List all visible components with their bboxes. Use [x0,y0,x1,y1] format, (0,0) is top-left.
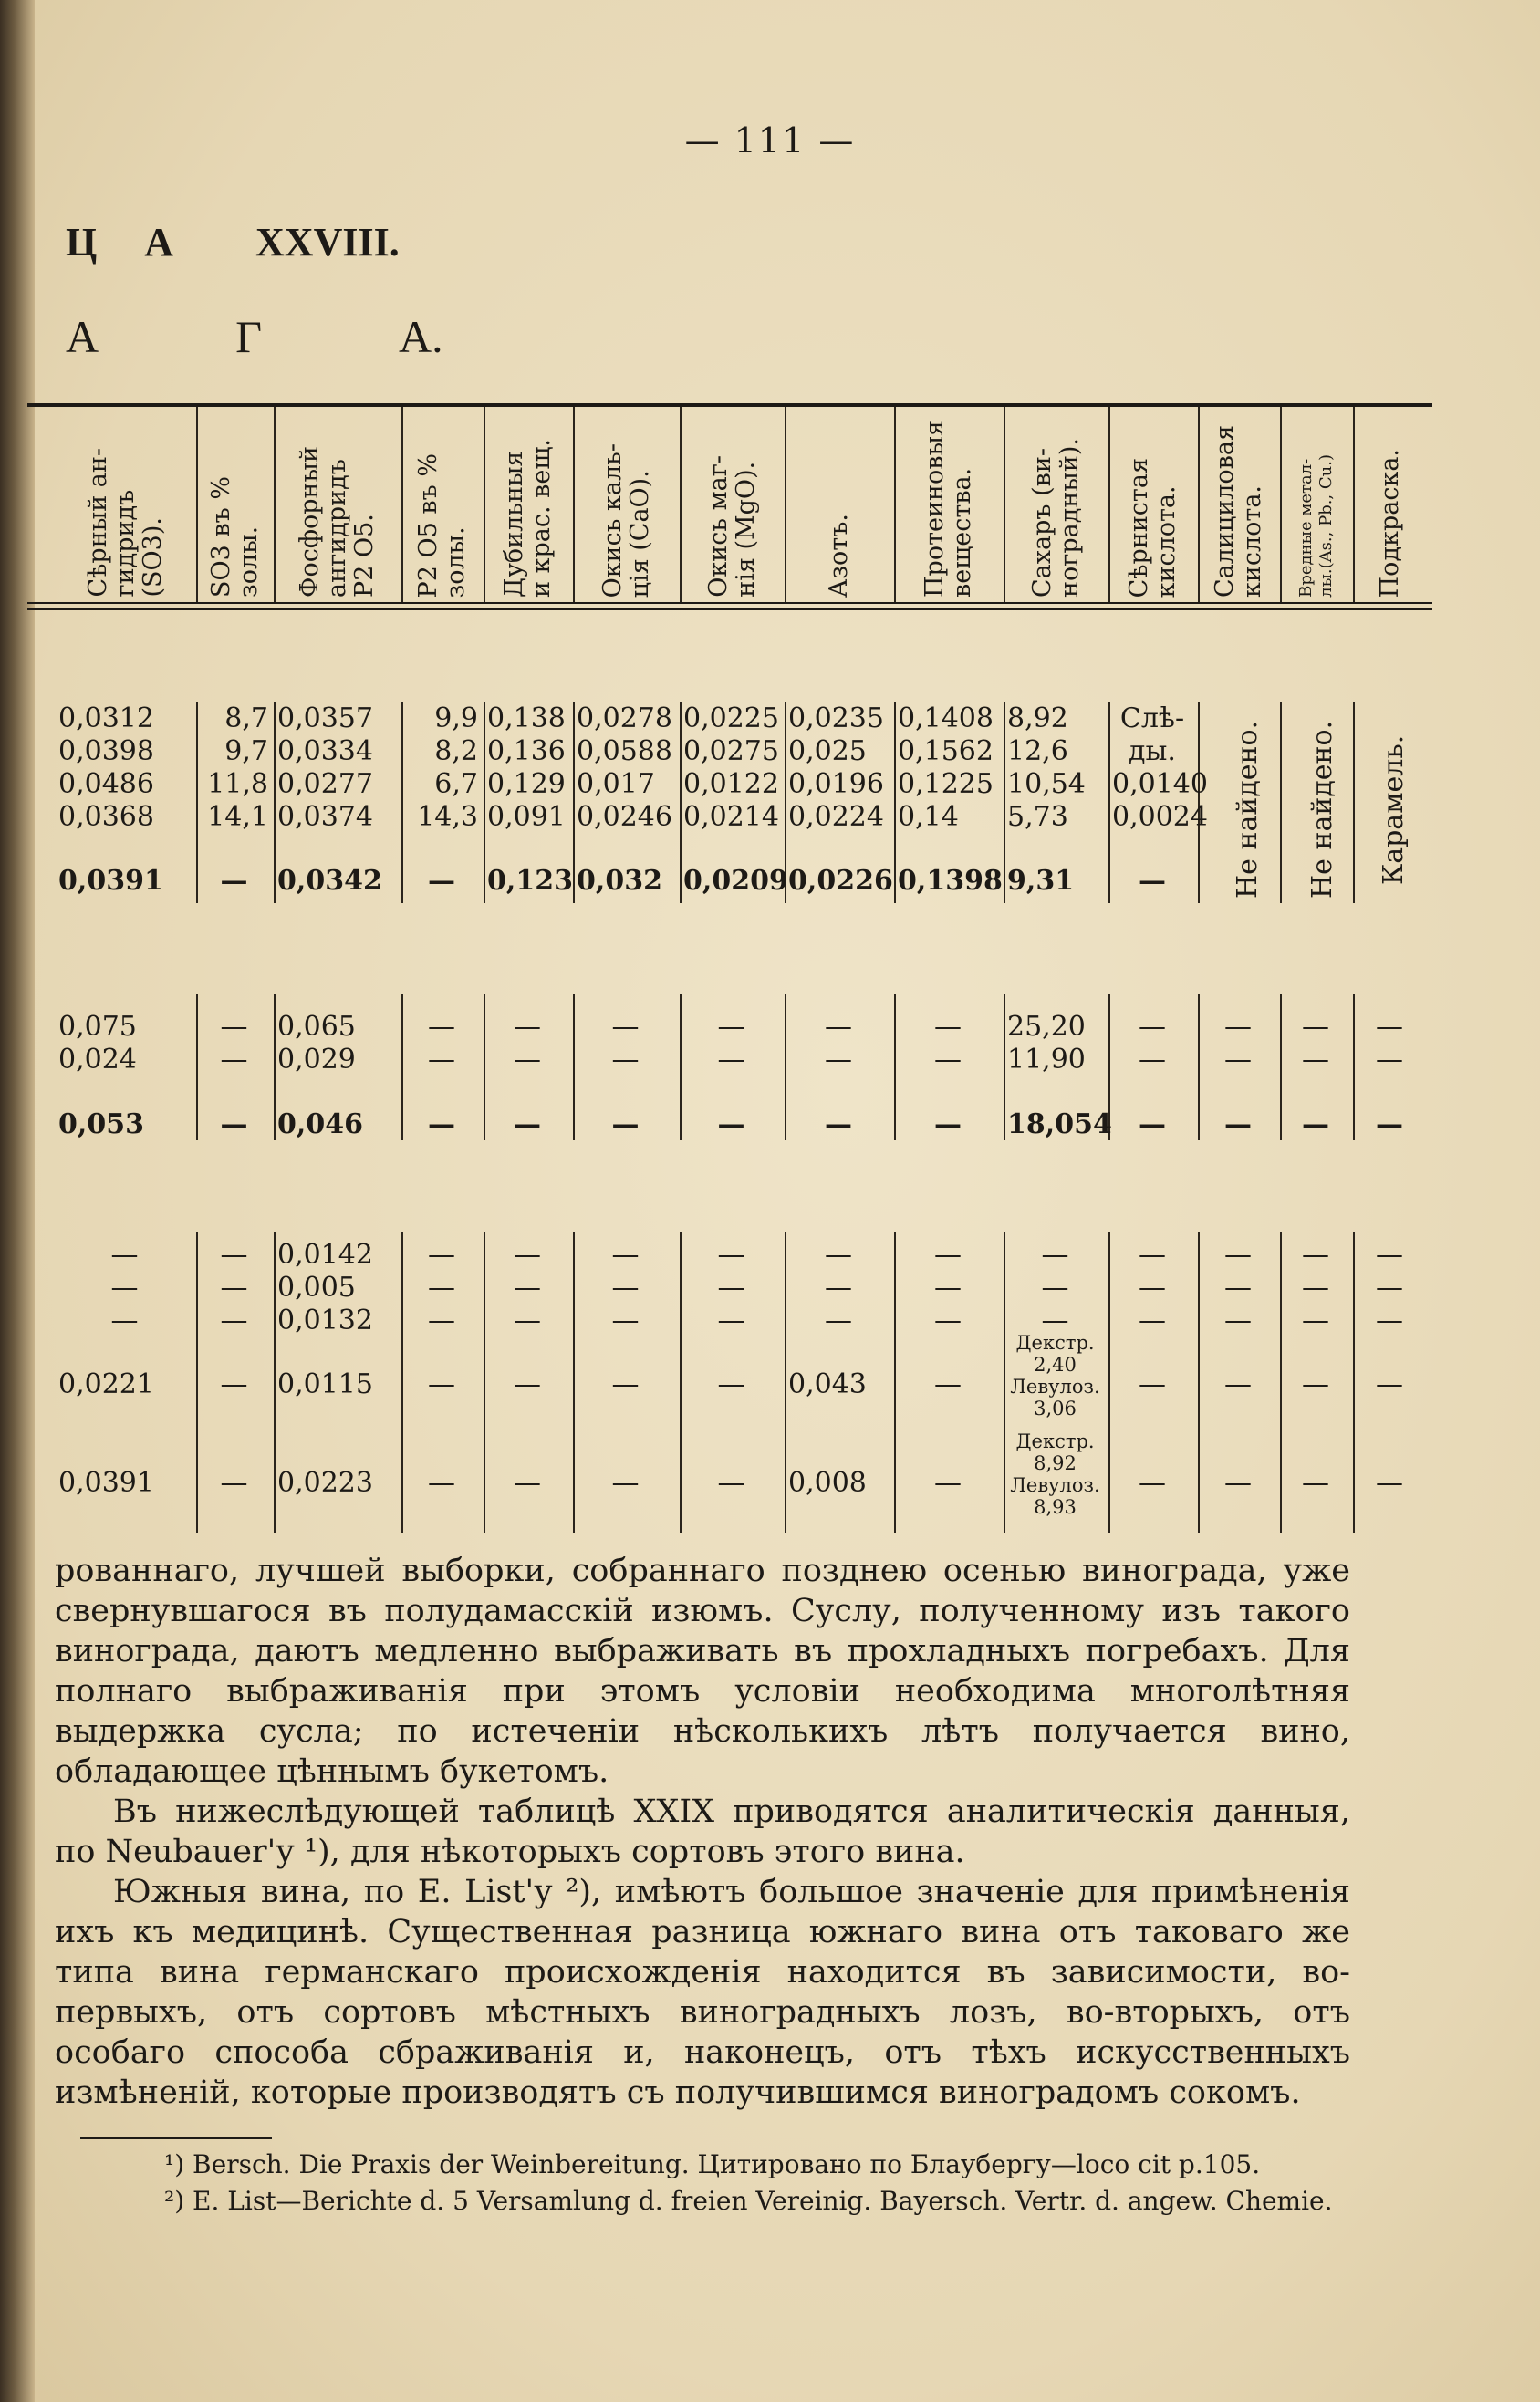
table-cell: 0,0486 [58,768,154,800]
table-cell: 0,0246 [577,801,672,833]
table-cell: 0,005 [277,1272,356,1304]
table-cell: — [1224,1272,1252,1304]
table-cell: 11,8 [207,768,268,800]
table-cell: 12,6 [1007,735,1068,767]
table-cell: — [717,1272,745,1304]
table-cell: — [611,1108,640,1140]
table-cell: — [1139,1011,1166,1043]
caption-fragment: Ц [66,220,98,265]
header-bottom-rule [27,608,1432,610]
table-cell: 0,0132 [277,1305,373,1336]
table-cell: 0,0224 [788,801,884,833]
column-header [196,406,274,598]
column-rule [680,1232,682,1533]
column-header-label: Сѣрнистая кислота. [1125,457,1181,598]
column-rule [1353,994,1355,1140]
table-cell: — [514,1272,541,1304]
table-cell: 0,008 [788,1467,867,1499]
caption-fragment: А. [399,311,443,362]
table-cell: — [825,1108,852,1140]
column-rule [894,1232,896,1533]
table-cell: 9,31 [1007,865,1075,897]
table-cell: 8,2 [434,735,478,767]
column-header [401,406,484,598]
column-rule [1280,702,1282,903]
column-rule [1353,702,1355,903]
table-cell: 0,14 [898,801,959,833]
table-cell: — [1224,1011,1252,1043]
table-cell: 0,0391 [58,865,163,897]
column-rule [894,702,896,903]
column-header-label: Салициловая кислота. [1211,425,1266,598]
table-cell: — [220,865,248,897]
table-cell: — [1139,1044,1166,1076]
column-header-label: P2 O5 въ % золы. [414,452,470,598]
column-rule [274,994,276,1140]
column-header-label: Сахаръ (ви- ноградный). [1027,438,1084,598]
column-rule [1198,1232,1200,1533]
table-cell: Декстр. 2,40 Левулоз. 3,06 [1010,1332,1100,1419]
table-cell: — [934,1239,962,1271]
table-cell: 0,1398 [898,865,1003,897]
column-header [484,406,573,598]
table-cell: 0,0374 [277,801,373,833]
column-rule [1353,1232,1355,1533]
table-cell: — [1224,1305,1252,1336]
coloring-note: Карамель. [1378,734,1410,885]
column-rule [274,1232,276,1533]
table-cell: — [514,1239,541,1271]
table-cell: 0,0122 [683,768,779,800]
table-cell: — [1139,1239,1166,1271]
column-rule [1108,702,1110,903]
table-cell: — [717,1044,745,1076]
table-cell: — [1302,1044,1329,1076]
table-cell: — [220,1108,248,1140]
column-header [1004,406,1108,598]
column-rule [1004,702,1005,903]
binding-edge [0,0,35,2402]
table-cell: 0,065 [277,1011,356,1043]
table-cell: — [514,1011,541,1043]
column-rule [785,994,786,1140]
column-rule [274,702,276,903]
table-cell: — [934,1108,962,1140]
table-cell: — [717,1239,745,1271]
table-cell: — [1302,1108,1329,1140]
column-header-label: Фосфорный ангидридъ P2 O5. [296,446,379,598]
table-cell: 0,029 [277,1044,356,1076]
column-rule [785,1232,786,1533]
table-cell: — [1302,1368,1329,1400]
table-cell: 0,0196 [788,768,884,800]
column-header [785,406,894,598]
table-cell: — [1224,1108,1252,1140]
table-cell: 0,123 [487,865,573,897]
table-cell: — [514,1305,541,1336]
column-header [1280,406,1353,598]
table-cell: — [1139,865,1166,897]
caption-fragment: А [66,311,99,362]
table-cell: — [611,1467,640,1499]
table-cell: — [110,1239,139,1271]
table-cell: — [1376,1108,1403,1140]
table-cell: — [717,1368,745,1400]
table-cell: 0,0398 [58,735,154,767]
column-header-label: Азотъ. [825,513,853,598]
table-cell: — [934,1044,962,1076]
table-cell: 8,92 [1007,702,1068,734]
table-cell: 0,0275 [683,735,779,767]
column-header-label: Протеиновыя вещества. [921,421,976,598]
table-cell: — [717,1011,745,1043]
column-rule [1004,994,1005,1140]
table-cell: — [1302,1011,1329,1043]
table-cell: — [428,1239,455,1271]
table-cell: 0,0024 [1112,801,1208,833]
table-cell: — [220,1368,248,1400]
table-cell: 0,0209 [683,865,788,897]
table-cell: 0,1225 [898,768,994,800]
table-cell: 0,0334 [277,735,373,767]
table-cell: — [1376,1239,1403,1271]
column-header-label: Дубильныя и крас. вещ. [500,439,556,598]
table-cell: — [934,1272,962,1304]
table-cell: — [611,1239,640,1271]
table-cell: 0,053 [58,1108,144,1140]
table-cell: — [717,1108,745,1140]
table-cell: 9,9 [434,702,478,734]
table-cell: 0,0226 [788,865,893,897]
table-cell: 0,0223 [277,1467,373,1499]
table-cell: — [428,1467,455,1499]
table-cell: 0,0277 [277,768,373,800]
caption-fragment: А [144,220,174,265]
table-cell: 0,136 [487,735,566,767]
column-header [1353,406,1428,598]
table-cell: 0,0115 [277,1368,373,1400]
column-header [274,406,401,598]
caption-fragment: Г [235,311,263,362]
table-cell: 0,0225 [683,702,779,734]
table-cell: — [220,1011,248,1043]
table-cell: — [514,1467,541,1499]
salicylic-note: Не найдено. [1232,720,1264,899]
column-rule [1280,1232,1282,1533]
column-rule [573,702,575,903]
table-cell: 0,0312 [58,702,154,734]
table-cell: — [428,1108,455,1140]
column-header [894,406,1004,598]
table-cell: 0,043 [788,1368,867,1400]
column-header [573,406,680,598]
column-rule [401,994,403,1140]
table-cell: — [1041,1272,1069,1304]
column-header [1198,406,1280,598]
column-header-label: Вредные метал- лы.(As., Pb., Cu.) [1296,454,1336,598]
table-cell: — [1302,1272,1329,1304]
column-rule [484,1232,485,1533]
table-cell: — [1139,1272,1166,1304]
table-cell: — [825,1305,852,1336]
paragraph: Южныя вина, по E. List'у ²), имѣютъ большое значеніе для примѣненія ихъ къ медицинѣ. Существенная разница южнаго вина отъ таковаго же типа вина германскаго происхожденія находится въ зависимости, во-первыхъ, отъ сортовъ мѣстныхъ виноградныхъ лозъ, во-вторыхъ, отъ особаго способа сбраживанія и, наконецъ, отъ тѣхъ искусственныхъ измѣненій, которые производятъ съ получившимся виноградомъ сокомъ. [55,1874,1350,2111]
table-cell: 0,138 [487,702,566,734]
footnote: ²) E. List—Berichte d. 5 Versamlung d. freien Vereinig. Bayersch. Vertr. d. angew. Chemie. [164,2186,1333,2216]
table-cell: — [1224,1368,1252,1400]
table-cell: 0,0235 [788,702,884,734]
column-header-label: Подкраска. [1376,448,1404,598]
column-header [1108,406,1198,598]
table-cell: 14,1 [207,801,268,833]
column-rule [196,994,198,1140]
table-cell: 5,73 [1007,801,1068,833]
table-cell: — [825,1272,852,1304]
table-cell: 0,025 [788,735,867,767]
table-cell: — [1376,1467,1403,1499]
table-cell: — [1302,1467,1329,1499]
table-cell: 0,0214 [683,801,779,833]
table-cell: — [428,1044,455,1076]
table-cell: 8,7 [224,702,268,734]
table-cell: 9,7 [224,735,268,767]
table-cell: 0,1408 [898,702,994,734]
table-cell: 0,0278 [577,702,672,734]
table-cell: — [514,1044,541,1076]
table-cell: — [220,1305,248,1336]
table-cell: — [1139,1305,1166,1336]
table-caption-line2 [66,310,580,363]
table-cell: — [1041,1239,1069,1271]
table-cell: — [825,1044,852,1076]
paragraph: рованнаго, лучшей выборки, собраннаго позднею осенью винограда, уже свернувшагося въ полудамасскій изюмъ. Суслу, полученному изъ такого винограда, даютъ медленно выбраживать въ прохладныхъ погребахъ. Для полнаго выбраживанія при этомъ условіи необходима многолѣтняя выдержка сусла; по истеченіи нѣсколькихъ лѣтъ получается вино, обладающее цѣннымъ букетомъ. [55,1553,1350,1790]
table-cell: 18,054 [1007,1108,1112,1140]
caption-fragment: XXVIII. [255,220,400,265]
table-cell: — [1139,1108,1166,1140]
column-rule [573,994,575,1140]
table-cell: 11,90 [1007,1044,1086,1076]
table-cell: — [1224,1467,1252,1499]
body-text [55,1551,1350,2113]
table-cell: — [717,1305,745,1336]
table-cell: 0,0368 [58,801,154,833]
column-rule [196,1232,198,1533]
table-cell: — [428,1305,455,1336]
table-cell: 0,075 [58,1011,137,1043]
footnote-rule [80,2137,272,2139]
table-cell: — [110,1272,139,1304]
column-rule [680,994,682,1140]
table-cell: — [611,1272,640,1304]
column-rule [401,1232,403,1533]
column-header-label: Окись маг- нія (MgO). [703,455,760,598]
table-cell: — [220,1272,248,1304]
table-cell: — [934,1305,962,1336]
table-cell: 0,0221 [58,1368,154,1400]
table-cell: 14,3 [417,801,478,833]
table-cell: — [934,1467,962,1499]
table-cell: — [514,1108,541,1140]
column-rule [1004,1232,1005,1533]
table-cell: 10,54 [1007,768,1086,800]
table-cell: — [1376,1044,1403,1076]
column-rule [1198,994,1200,1140]
table-cell: — [611,1044,640,1076]
table-cell: 0,0391 [58,1467,154,1499]
metals-note: Не найдено. [1306,720,1338,899]
table-cell: — [825,1011,852,1043]
column-rule [401,702,403,903]
column-header [55,406,196,598]
table-cell: — [428,1011,455,1043]
column-rule [1108,1232,1110,1533]
column-rule [484,994,485,1140]
table-cell: — [1139,1368,1166,1400]
table-cell: 0,1562 [898,735,994,767]
column-rule [573,1232,575,1533]
table-cell: ды. [1129,735,1176,767]
table-cell: — [1302,1239,1329,1271]
table-cell: — [428,1272,455,1304]
table-cell: — [110,1305,139,1336]
table-cell: 25,20 [1007,1011,1086,1043]
table-cell: — [1224,1239,1252,1271]
table-cell: 0,0342 [277,865,382,897]
column-header-label: SO3 въ % золы. [206,475,263,598]
table-cell: 0,129 [487,768,566,800]
table-cell: — [1376,1305,1403,1336]
header-bottom-rule [27,602,1432,604]
table-cell: — [934,1011,962,1043]
column-header [680,406,785,598]
column-rule [894,994,896,1140]
footnote: ¹) Bersch. Die Praxis der Weinbereitung. Цитировано по Блаубергу—loco cit p.105. [164,2149,1261,2179]
paragraph: Въ нижеслѣдующей таблицѣ XXIX приводятся аналитическія данныя, по Neubauer'у ¹), для нѣкоторыхъ сортовъ этого вина. [55,1794,1350,1870]
table-cell: 0,091 [487,801,566,833]
table-cell: — [934,1368,962,1400]
table-cell: — [825,1239,852,1271]
table-cell: 0,024 [58,1044,137,1076]
table-cell: — [220,1044,248,1076]
table-cell: 0,017 [577,768,655,800]
table-cell: — [717,1467,745,1499]
table-cell: — [611,1305,640,1336]
table-cell: — [1376,1011,1403,1043]
table-cell: 0,0142 [277,1239,373,1271]
table-cell: — [428,1368,455,1400]
page-number: — 111 — [684,120,856,161]
table-caption-line1 [66,219,447,265]
column-rule [680,702,682,903]
table-cell: — [428,865,455,897]
table-cell: — [1302,1305,1329,1336]
table-cell: — [220,1467,248,1499]
table-cell: Слѣ- [1119,702,1185,734]
table-cell: — [514,1368,541,1400]
table-cell: — [1041,1305,1069,1336]
column-header-label: Сѣрный ан- гидридъ (SO3). [83,448,167,598]
table-cell: — [1224,1044,1252,1076]
column-rule [1280,994,1282,1140]
table-cell: 0,0588 [577,735,672,767]
table-cell: — [611,1368,640,1400]
table-cell: — [611,1011,640,1043]
table-cell: — [1376,1368,1403,1400]
column-rule [484,702,485,903]
table-cell: 0,046 [277,1108,363,1140]
table-cell: 0,0140 [1112,768,1208,800]
table-cell: — [220,1239,248,1271]
table-cell: 0,0357 [277,702,373,734]
table-cell: Декстр. 8,92 Левулоз. 8,93 [1010,1430,1100,1518]
column-header-label: Окись каль- ція (CaO). [598,442,654,598]
table-cell: — [1139,1467,1166,1499]
column-rule [196,702,198,903]
table-cell: 6,7 [434,768,478,800]
table-cell: — [1376,1272,1403,1304]
table-cell: 0,032 [577,865,662,897]
